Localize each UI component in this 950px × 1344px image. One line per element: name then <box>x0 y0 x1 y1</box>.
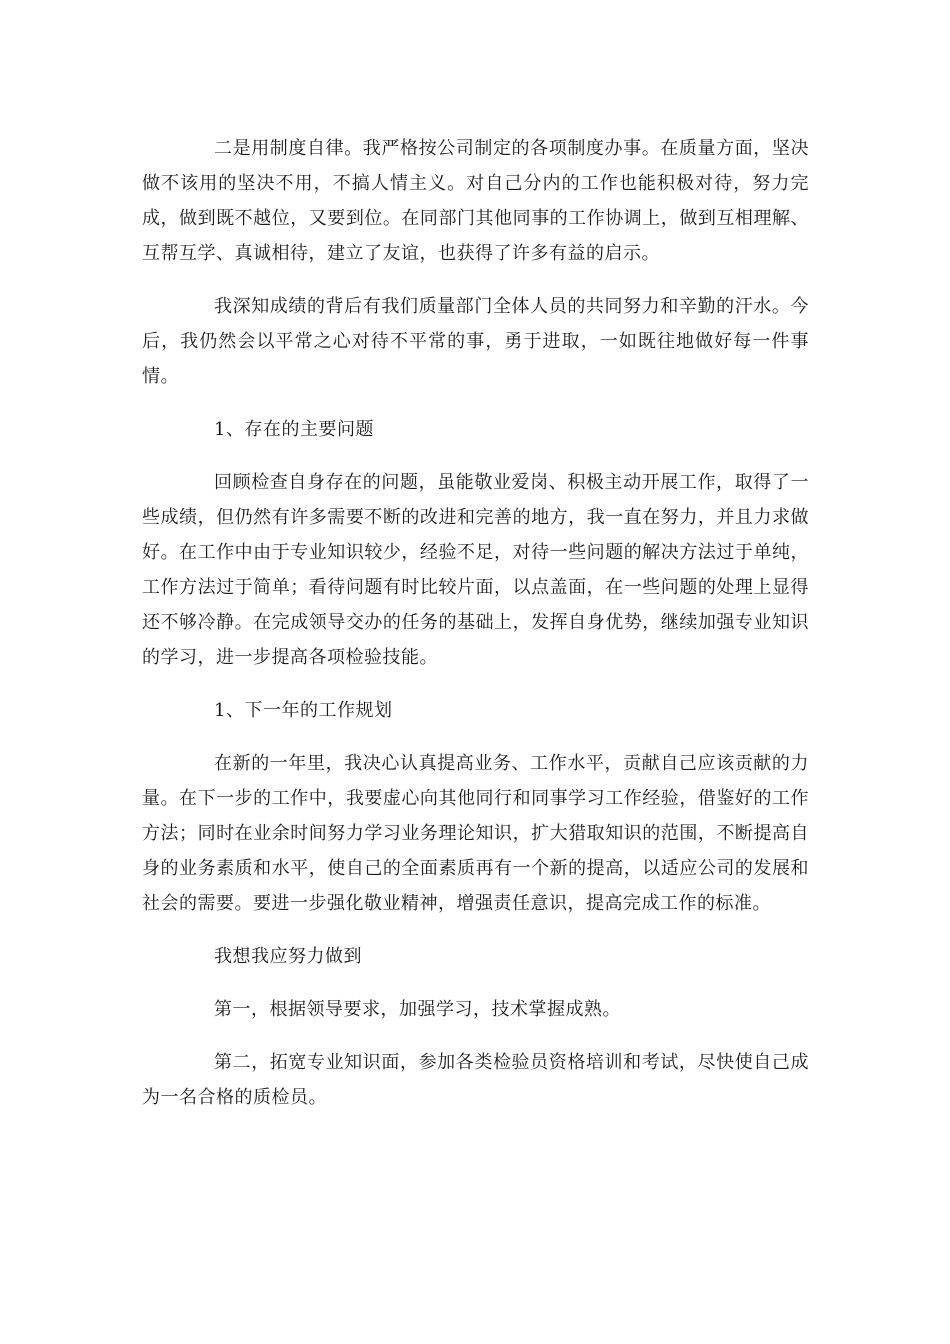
document-body <box>142 131 809 1133</box>
paragraph-goals-intro: 我想我应努力做到 <box>214 946 362 967</box>
paragraph-problems: 回顾检查自身存在的问题，虽能敬业爱岗、积极主动开展工作，取得了一些成绩，但仍然有许多需要不断的改进和完善的地方，我一直在努力，并且力求做好。在工作中由于专业知识较少，经验不足，对待一些问题的解决方法过于单纯，工作方法过于简单；看待问题有时比较片面，以点盖面，在一些问题的处理上显得还不够冷静。在完成领导交办的任务的基础上，发挥自身优势，继续加强专业知识的学习，进一步提高各项检验技能。 <box>142 472 809 668</box>
section-heading-plan: 1、下一年的工作规划 <box>214 700 393 721</box>
section-heading-problems: 1、存在的主要问题 <box>214 419 374 440</box>
paragraph-self-discipline: 二是用制度自律。我严格按公司制定的各项制度办事。在质量方面，坚决做不该用的坚决不用，不搞人情主义。对自己分内的工作也能积极对待，努力完成，做到既不越位，又要到位。在同部门其他同事的工作协调上，做到互相理解、互帮互学、真诚相待，建立了友谊，也获得了许多有益的启示。 <box>142 138 809 264</box>
paragraph-goal-second: 第二，拓宽专业知识面，参加各类检验员资格培训和考试，尽快使自己成为一名合格的质检员。 <box>142 1052 809 1108</box>
paragraph-achievements: 我深知成绩的背后有我们质量部门全体人员的共同努力和辛勤的汗水。今后，我仍然会以平常之心对待不平常的事，勇于进取，一如既往地做好每一件事情。 <box>142 296 809 387</box>
paragraph-plan: 在新的一年里，我决心认真提高业务、工作水平，贡献自己应该贡献的力量。在下一步的工作中，我要虚心向其他同行和同事学习工作经验，借鉴好的工作方法；同时在业余时间努力学习业务理论知识，扩大猎取知识的范围，不断提高自身的业务素质和水平，使自己的全面素质再有一个新的提高，以适应公司的发展和社会的需要。要进一步强化敬业精神，增强责任意识，提高完成工作的标准。 <box>142 753 809 914</box>
paragraph-goal-first: 第一，根据领导要求，加强学习，技术掌握成熟。 <box>214 999 621 1020</box>
